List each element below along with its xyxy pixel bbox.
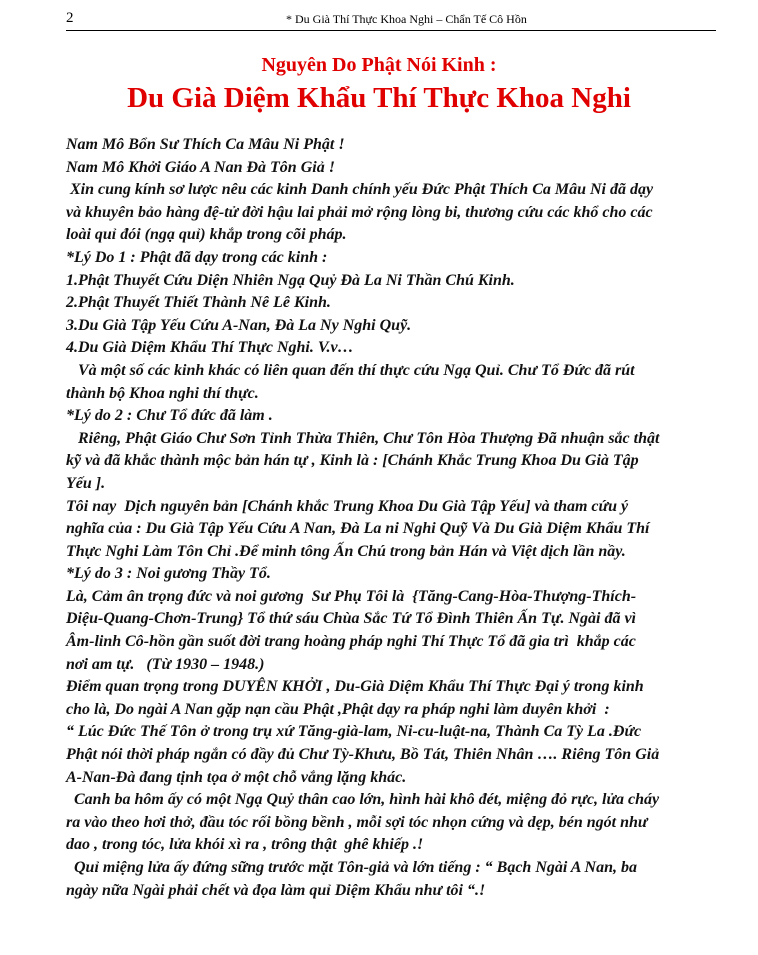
body-line: Thực Nghi Làm Tôn Chỉ .Để minh tông Ấn Chú trong bản Hán và Việt dịch lần nầy. (66, 542, 626, 560)
body-line: kỹ và đã khắc thành mộc bản hán tự , Kinh là : [Chánh Khắc Trung Khoa Du Già Tập (66, 452, 639, 470)
body-line: thành bộ Khoa nghi thí thực. (66, 384, 259, 402)
body-line: Tôi nay Dịch nguyên bản [Chánh khắc Trung Khoa Du Già Tập Yếu] và tham cứu ý (66, 497, 629, 515)
page-number: 2 (66, 10, 74, 26)
body-line: Âm-linh Cô-hồn gần suốt đời trang hoàng pháp nghi Thí Thực Tổ đã gia trì khắp các (66, 633, 636, 651)
body-line: *Lý do 2 : Chư Tổ đức đã làm . (66, 407, 273, 425)
title-line-1: Nguyên Do Phật Nói Kinh : (261, 54, 497, 76)
body-line: cho là, Do ngài A Nan gặp nạn cầu Phật ,Phật dạy ra pháp nghi làm duyên khởi : (66, 700, 610, 718)
body-line: 1.Phật Thuyết Cứu Diện Nhiên Ngạ Quỷ Đà La Ni Thần Chú Kinh. (66, 271, 515, 289)
body-line: Diệu-Quang-Chơn-Trung} Tổ thứ sáu Chùa Sắc Tứ Tổ Đình Thiên Ấn Tự. Ngài đã vì (66, 610, 636, 628)
body-line: ra vào theo hơi thở, đầu tóc rối bồng bềnh , mỗi sợi tóc nhọn cứng và dẹp, bén ngót như (66, 813, 648, 831)
body-line: Xin cung kính sơ lược nêu các kinh Danh chính yếu Đức Phật Thích Ca Mâu Ni đã dạy (66, 181, 654, 199)
body-line: “ Lúc Đức Thế Tôn ở trong trụ xứ Tăng-già-lam, Ni-cu-luật-na, Thành Ca Tỳ La .Đức (66, 723, 642, 741)
body-line: nghĩa của : Du Già Tập Yếu Cứu A Nan, Đà La ni Nghi Quỹ Và Du Già Diệm Khẩu Thí (66, 520, 650, 538)
body-line: Riêng, Phật Giáo Chư Sơn Tỉnh Thừa Thiên, Chư Tôn Hòa Thượng Đã nhuận sắc thật (66, 429, 660, 447)
body-text (66, 134, 746, 902)
body-line: Nam Mô Bổn Sư Thích Ca Mâu Ni Phật ! (66, 136, 345, 153)
body-line: 2.Phật Thuyết Thiết Thành Nê Lê Kinh. (66, 294, 331, 312)
body-line: ngày nữa Ngài phải chết và đọa làm quỉ Diệm Khẩu như tôi “.! (66, 881, 486, 899)
body-line: dao , trong tóc, lửa khói xì ra , trông thật ghê khiếp .! (66, 836, 424, 854)
body-line: Và một số các kinh khác có liên quan đến thí thực cứu Ngạ Quỉ. Chư Tổ Đức đã rút (66, 361, 635, 379)
running-title: * Du Già Thí Thực Khoa Nghi – Chẩn Tế Cô Hồn (286, 12, 527, 26)
body-line: và khuyên bảo hàng đệ-tử đời hậu lai phải mở rộng lòng bi, thương cứu các khổ cho các (66, 203, 653, 221)
body-line: 3.Du Già Tập Yếu Cứu A-Nan, Đà La Ny Nghi Quỹ. (66, 316, 412, 334)
body-line: *Lý Do 1 : Phật đã dạy trong các kinh : (66, 248, 328, 266)
title-line-2: Du Già Diệm Khẩu Thí Thực Khoa Nghi (127, 82, 631, 114)
body-line: Điểm quan trọng trong DUYÊN KHỞI , Du-Già Diệm Khẩu Thí Thực Đại ý trong kinh (66, 678, 644, 696)
body-line: Canh ba hôm ấy có một Ngạ Quỷ thân cao lớn, hình hài khô đét, miệng đỏ rực, lửa cháy (66, 791, 660, 809)
body-line: nơi am tự. (Từ 1930 – 1948.) (66, 655, 265, 673)
body-line: Yếu ]. (66, 474, 106, 492)
body-line: Quỉ miệng lửa ấy đứng sững trước mặt Tôn-giả và lớn tiếng : “ Bạch Ngài A Nan, ba (66, 859, 637, 876)
body-line: Nam Mô Khởi Giáo A Nan Đà Tôn Giả ! (66, 158, 335, 176)
page-header (66, 10, 716, 31)
body-line: Là, Cảm ân trọng đức và noi gương Sư Phụ Tôi là {Tăng-Cang-Hòa-Thượng-Thích- (66, 587, 637, 605)
body-line: 4.Du Già Diệm Khẩu Thí Thực Nghi. V.v… (66, 339, 354, 357)
body-line: Phật nói thời pháp ngắn có đầy đủ Chư Tỳ-Khưu, Bồ Tát, Thiên Nhân …. Riêng Tôn Giả (66, 746, 660, 764)
body-line: *Lý do 3 : Noi gương Thầy Tổ. (66, 565, 271, 583)
body-line: A-Nan-Đà đang tịnh tọa ở một chỗ vắng lặng khác. (66, 768, 407, 786)
body-line: loài quỉ đói (ngạ quỉ) khắp trong cõi pháp. (66, 226, 347, 244)
